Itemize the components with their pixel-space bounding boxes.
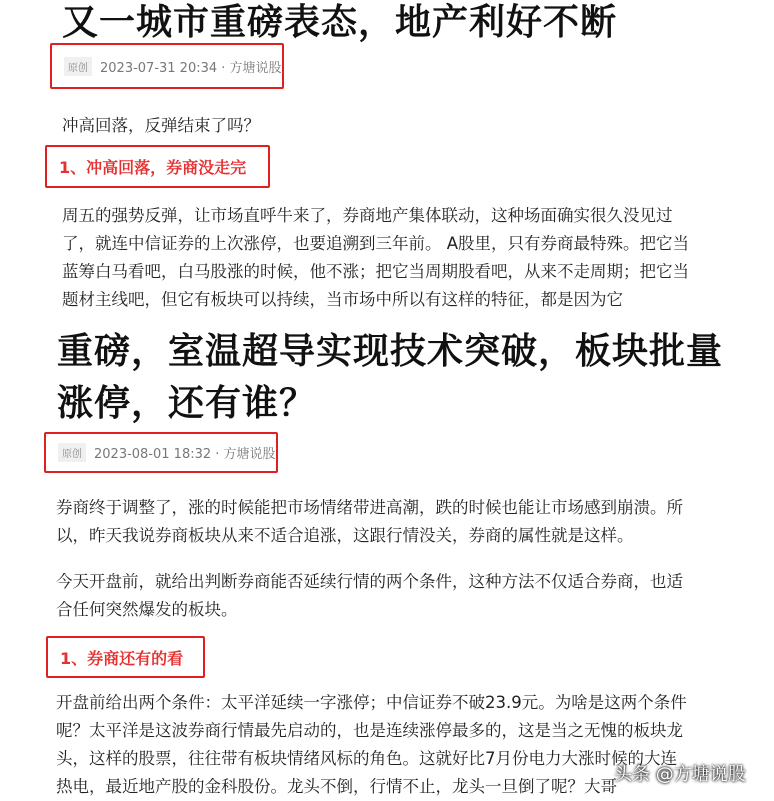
article2-paragraph-2: 今天开盘前，就给出判断券商能否延续行情的两个条件，这种方法不仅适合券商，也适合任何突然爆发的板块。	[56, 572, 683, 619]
article1-heading: 1、冲高回落，券商没走完	[45, 145, 270, 188]
article2-paragraph-1: 券商终于调整了，涨的时候能把市场情绪带进高潮，跌的时候也能让市场感到崩溃。所以，昨天我说券商板块从来不适合追涨，这跟行情没关，券商的属性就是这样。	[56, 498, 683, 545]
article2-meta	[44, 432, 278, 473]
article2-title[interactable]	[57, 326, 723, 430]
article1-intro: 冲高回落，反弹结束了吗？	[62, 116, 260, 135]
watermark: 头条 @方塘说股	[614, 764, 746, 785]
original-tag: 原创	[58, 443, 86, 462]
original-tag: 原创	[64, 57, 92, 76]
article2-title-line2: 涨停，还有谁？	[57, 383, 317, 424]
article2-date-author: 2023-08-01 18:32 · 方塘说股	[94, 447, 276, 462]
article2-heading: 1、券商还有的看	[46, 636, 205, 678]
article1-paragraph: 周五的强势反弹，让市场直呼牛来了，券商地产集体联动，这种场面确实很久没见过了，就连中信证券的上次涨停，也要追溯到三年前。 A股里，只有券商最特殊。把它当蓝筹白马看吧，白马股涨的时候，他不涨；把它当周期股看吧，从来不走周期；把它当题材主线吧，但它有板块可以持续，当市场中所以有这样的特征，都是因为它	[62, 206, 690, 309]
article1-date-author: 2023-07-31 20:34 · 方塘说股	[100, 60, 282, 76]
article1-title[interactable]: 又一城市重磅表态，地产利好不断	[62, 2, 618, 43]
article1-meta	[50, 43, 284, 89]
article2-paragraph-3: 开盘前给出两个条件：太平洋延续一字涨停；中信证券不破23.9元。为啥是这两个条件呢？太平洋是这波券商行情最先启动的，也是连续涨停最多的，这是当之无愧的板块龙头，这样的股票，往往带有板块情绪风标的角色。这就好比7月份电力大涨时候的大连热电，最近地产股的金科股份。龙头不倒，行情不止，龙头一旦倒了呢？大哥	[56, 693, 687, 796]
article2-title-line1: 重磅，室温超导实现技术突破，板块批量	[57, 331, 724, 372]
